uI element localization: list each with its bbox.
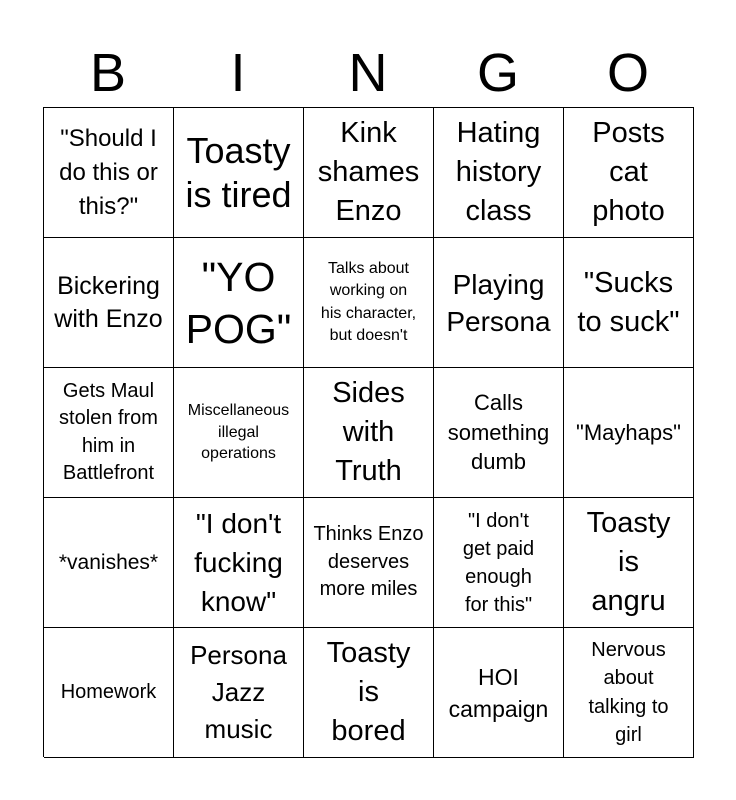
bingo-cell-r5c5[interactable]	[564, 628, 694, 758]
bingo-cell-r3c2[interactable]	[174, 368, 304, 498]
cell-text: Miscellaneous illegal operations	[187, 402, 290, 463]
cell-text: "Mayhaps"	[576, 420, 681, 445]
bingo-cell-r5c1[interactable]	[44, 628, 174, 758]
bingo-cell-r2c1[interactable]	[44, 238, 174, 368]
cell-text: Nervous about talking to girl	[588, 638, 669, 746]
cell-text: Posts cat photo	[592, 117, 665, 227]
cell-text: "Should I do this or this?"	[59, 124, 158, 220]
bingo-cell-r1c1[interactable]	[44, 108, 174, 238]
cell-text: Kink shames Enzo	[317, 117, 420, 227]
header-letter-i: I	[230, 43, 246, 103]
cell-text: *vanishes*	[58, 550, 159, 574]
bingo-header	[43, 40, 693, 106]
cell-text: HOI campaign	[448, 663, 549, 722]
header-letter-n: N	[348, 43, 388, 103]
bingo-cell-r5c2[interactable]	[174, 628, 304, 758]
cell-text: Toasty is tired	[185, 129, 292, 215]
bingo-cell-r1c5[interactable]	[564, 108, 694, 238]
cell-text: Toasty is bored	[326, 637, 411, 747]
bingo-cell-r4c2[interactable]	[174, 498, 304, 628]
bingo-cell-r3c3[interactable]	[304, 368, 434, 498]
header-letter-b: B	[89, 43, 127, 103]
bingo-board	[43, 107, 694, 757]
bingo-cell-r4c5[interactable]	[564, 498, 694, 628]
bingo-cell-r4c4[interactable]	[434, 498, 564, 628]
bingo-cell-r5c3[interactable]	[304, 628, 434, 758]
cell-text: Hating history class	[455, 117, 542, 227]
cell-text: Calls something dumb	[447, 390, 550, 475]
cell-text: "YO POG"	[185, 253, 292, 352]
bingo-cell-r2c3[interactable]	[304, 238, 434, 368]
bingo-cell-r3c5[interactable]	[564, 368, 694, 498]
bingo-cell-r2c2[interactable]	[174, 238, 304, 368]
cell-text: "I don't fucking know"	[194, 508, 283, 617]
cell-text: Persona Jazz music	[190, 640, 287, 744]
bingo-cell-r2c4[interactable]	[434, 238, 564, 368]
bingo-cell-r5c4[interactable]	[434, 628, 564, 758]
cell-text: Thinks Enzo deserves more miles	[313, 523, 424, 601]
header-letter-o: O	[606, 43, 649, 103]
bingo-cell-r1c3[interactable]	[304, 108, 434, 238]
cell-text: Talks about working on his character, but doesn't	[320, 259, 417, 344]
cell-text: Gets Maul stolen from him in Battlefront	[59, 379, 158, 484]
cell-text: "I don't get paid enough for this"	[462, 509, 535, 616]
bingo-cell-r3c4[interactable]	[434, 368, 564, 498]
bingo-cell-r1c2[interactable]	[174, 108, 304, 238]
bingo-cell-r4c3[interactable]	[304, 498, 434, 628]
header-letter-g: G	[476, 43, 519, 103]
cell-text: Toasty is angru	[586, 507, 671, 617]
bingo-cell-r2c5[interactable]	[564, 238, 694, 368]
cell-text: Bickering with Enzo	[54, 271, 163, 333]
cell-text: Homework	[60, 681, 157, 703]
bingo-cell-r1c4[interactable]	[434, 108, 564, 238]
cell-text: Playing Persona	[446, 268, 551, 337]
bingo-cell-r3c1[interactable]	[44, 368, 174, 498]
bingo-cell-r4c1[interactable]	[44, 498, 174, 628]
cell-text: "Sucks to suck"	[577, 266, 680, 338]
cell-text: Sides with Truth	[332, 377, 405, 487]
